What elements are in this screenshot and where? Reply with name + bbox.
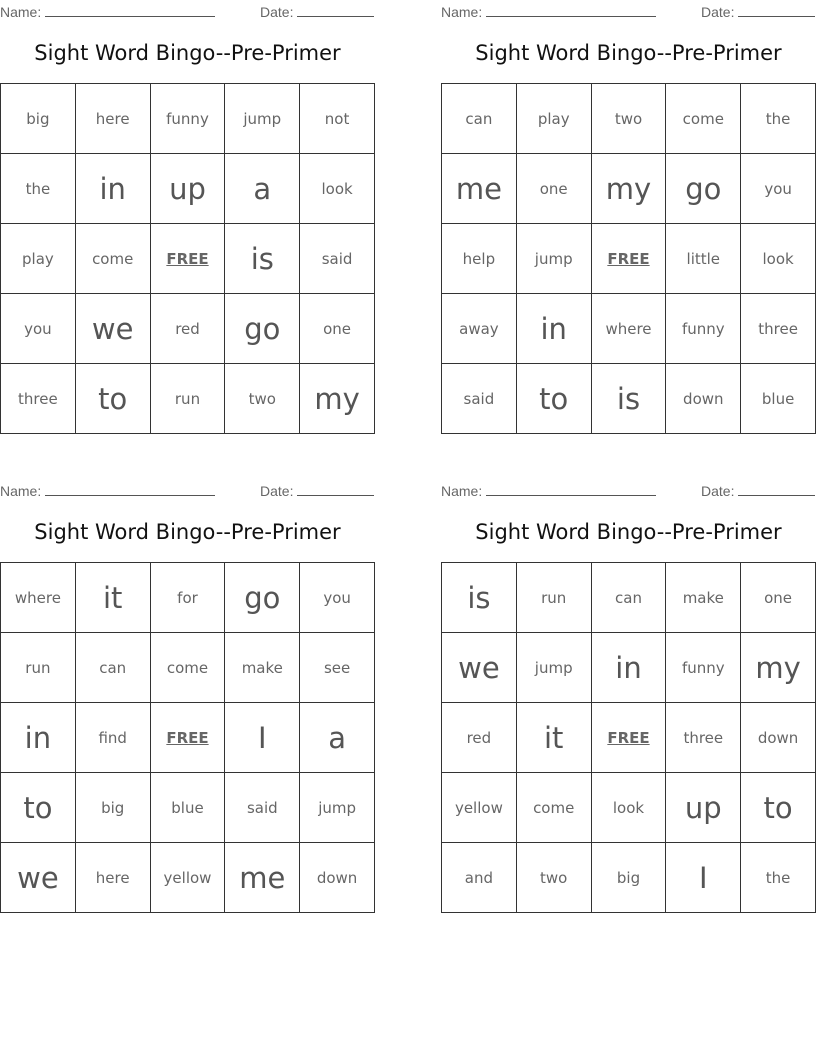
bingo-cell: for [151,563,226,633]
bingo-cell: jump [517,224,592,294]
bingo-cell: help [442,224,517,294]
bingo-cell: me [442,154,517,224]
bingo-cell: up [666,773,741,843]
bingo-cell: the [1,154,76,224]
bingo-cell: make [225,633,300,703]
bingo-cell: my [741,633,816,703]
bingo-cell: me [225,843,300,913]
bingo-cell: play [1,224,76,294]
bingo-cell: it [517,703,592,773]
name-blank [486,3,656,17]
bingo-cell: away [442,294,517,364]
date-label: Date: [260,4,294,20]
free-space: FREE [151,703,226,773]
bingo-cell: up [151,154,226,224]
bingo-cell: two [592,84,667,154]
bingo-cell: look [741,224,816,294]
date-field [701,3,815,20]
bingo-cell: it [76,563,151,633]
bingo-cell: look [300,154,375,224]
bingo-card-1 [0,0,375,440]
bingo-cell: to [76,364,151,434]
bingo-cell: jump [517,633,592,703]
name-blank [45,482,215,496]
bingo-cell: big [76,773,151,843]
bingo-cell: down [741,703,816,773]
bingo-cell: two [517,843,592,913]
bingo-cell: one [300,294,375,364]
bingo-cell: in [517,294,592,364]
bingo-cell: funny [151,84,226,154]
date-label: Date: [701,483,735,499]
bingo-cell: run [1,633,76,703]
bingo-card-2 [441,0,816,440]
bingo-cell: come [76,224,151,294]
bingo-cell: we [1,843,76,913]
bingo-cell: one [517,154,592,224]
name-label: Name: [0,4,42,20]
name-blank [45,3,215,17]
bingo-cell: big [1,84,76,154]
name-label: Name: [441,483,483,499]
card-title: Sight Word Bingo--Pre-Primer [34,41,341,65]
date-blank [738,482,815,496]
bingo-cell: make [666,563,741,633]
bingo-grid [0,562,375,913]
free-space: FREE [592,703,667,773]
bingo-cell: can [592,563,667,633]
bingo-cell: and [442,843,517,913]
bingo-cell: can [442,84,517,154]
bingo-cell: blue [741,364,816,434]
bingo-cell: the [741,843,816,913]
bingo-cell: I [225,703,300,773]
bingo-cell: big [592,843,667,913]
bingo-cell: you [741,154,816,224]
name-field [441,482,656,499]
date-blank [297,3,374,17]
bingo-cell: down [666,364,741,434]
bingo-cell: see [300,633,375,703]
bingo-cell: the [741,84,816,154]
bingo-cell: down [300,843,375,913]
bingo-cell: red [151,294,226,364]
date-label: Date: [701,4,735,20]
name-label: Name: [0,483,42,499]
bingo-cell: blue [151,773,226,843]
bingo-cell: said [442,364,517,434]
bingo-cell: is [592,364,667,434]
name-field [0,3,215,20]
bingo-cell: to [741,773,816,843]
bingo-cell: in [592,633,667,703]
bingo-cell: three [666,703,741,773]
bingo-cell: go [666,154,741,224]
bingo-cell: said [225,773,300,843]
date-blank [297,482,374,496]
bingo-cell: funny [666,633,741,703]
bingo-cell: where [592,294,667,364]
bingo-cell: go [225,563,300,633]
card-title: Sight Word Bingo--Pre-Primer [475,41,782,65]
name-blank [486,482,656,496]
bingo-cell: jump [225,84,300,154]
bingo-cell: not [300,84,375,154]
date-label: Date: [260,483,294,499]
bingo-cell: said [300,224,375,294]
bingo-cell: come [666,84,741,154]
date-field [260,3,374,20]
bingo-cell: can [76,633,151,703]
bingo-cell: funny [666,294,741,364]
bingo-cell: I [666,843,741,913]
bingo-cell: jump [300,773,375,843]
bingo-cell: is [442,563,517,633]
bingo-cell: yellow [151,843,226,913]
bingo-cell: my [300,364,375,434]
bingo-card-3 [0,479,375,919]
bingo-cell: two [225,364,300,434]
bingo-cell: where [1,563,76,633]
date-blank [738,3,815,17]
bingo-cell: three [741,294,816,364]
bingo-grid [441,562,816,913]
card-title: Sight Word Bingo--Pre-Primer [475,520,782,544]
bingo-cell: come [517,773,592,843]
bingo-cell: to [1,773,76,843]
bingo-cell: little [666,224,741,294]
bingo-cell: in [76,154,151,224]
date-field [701,482,815,499]
bingo-cell: three [1,364,76,434]
bingo-cell: a [225,154,300,224]
bingo-cell: in [1,703,76,773]
bingo-cell: one [741,563,816,633]
bingo-cell: is [225,224,300,294]
bingo-cell: a [300,703,375,773]
bingo-cell: we [76,294,151,364]
bingo-cell: play [517,84,592,154]
card-title: Sight Word Bingo--Pre-Primer [34,520,341,544]
name-field [0,482,215,499]
bingo-cell: go [225,294,300,364]
free-space: FREE [592,224,667,294]
bingo-cell: here [76,843,151,913]
bingo-cell: find [76,703,151,773]
bingo-cell: we [442,633,517,703]
bingo-cell: here [76,84,151,154]
bingo-cell: you [1,294,76,364]
bingo-grid [0,83,375,434]
bingo-grid [441,83,816,434]
bingo-card-4 [441,479,816,919]
bingo-cell: to [517,364,592,434]
bingo-cell: my [592,154,667,224]
bingo-cell: look [592,773,667,843]
name-field [441,3,656,20]
free-space: FREE [151,224,226,294]
name-label: Name: [441,4,483,20]
bingo-cell: run [517,563,592,633]
bingo-cell: you [300,563,375,633]
date-field [260,482,374,499]
bingo-cell: run [151,364,226,434]
bingo-cell: come [151,633,226,703]
bingo-cell: red [442,703,517,773]
bingo-cell: yellow [442,773,517,843]
